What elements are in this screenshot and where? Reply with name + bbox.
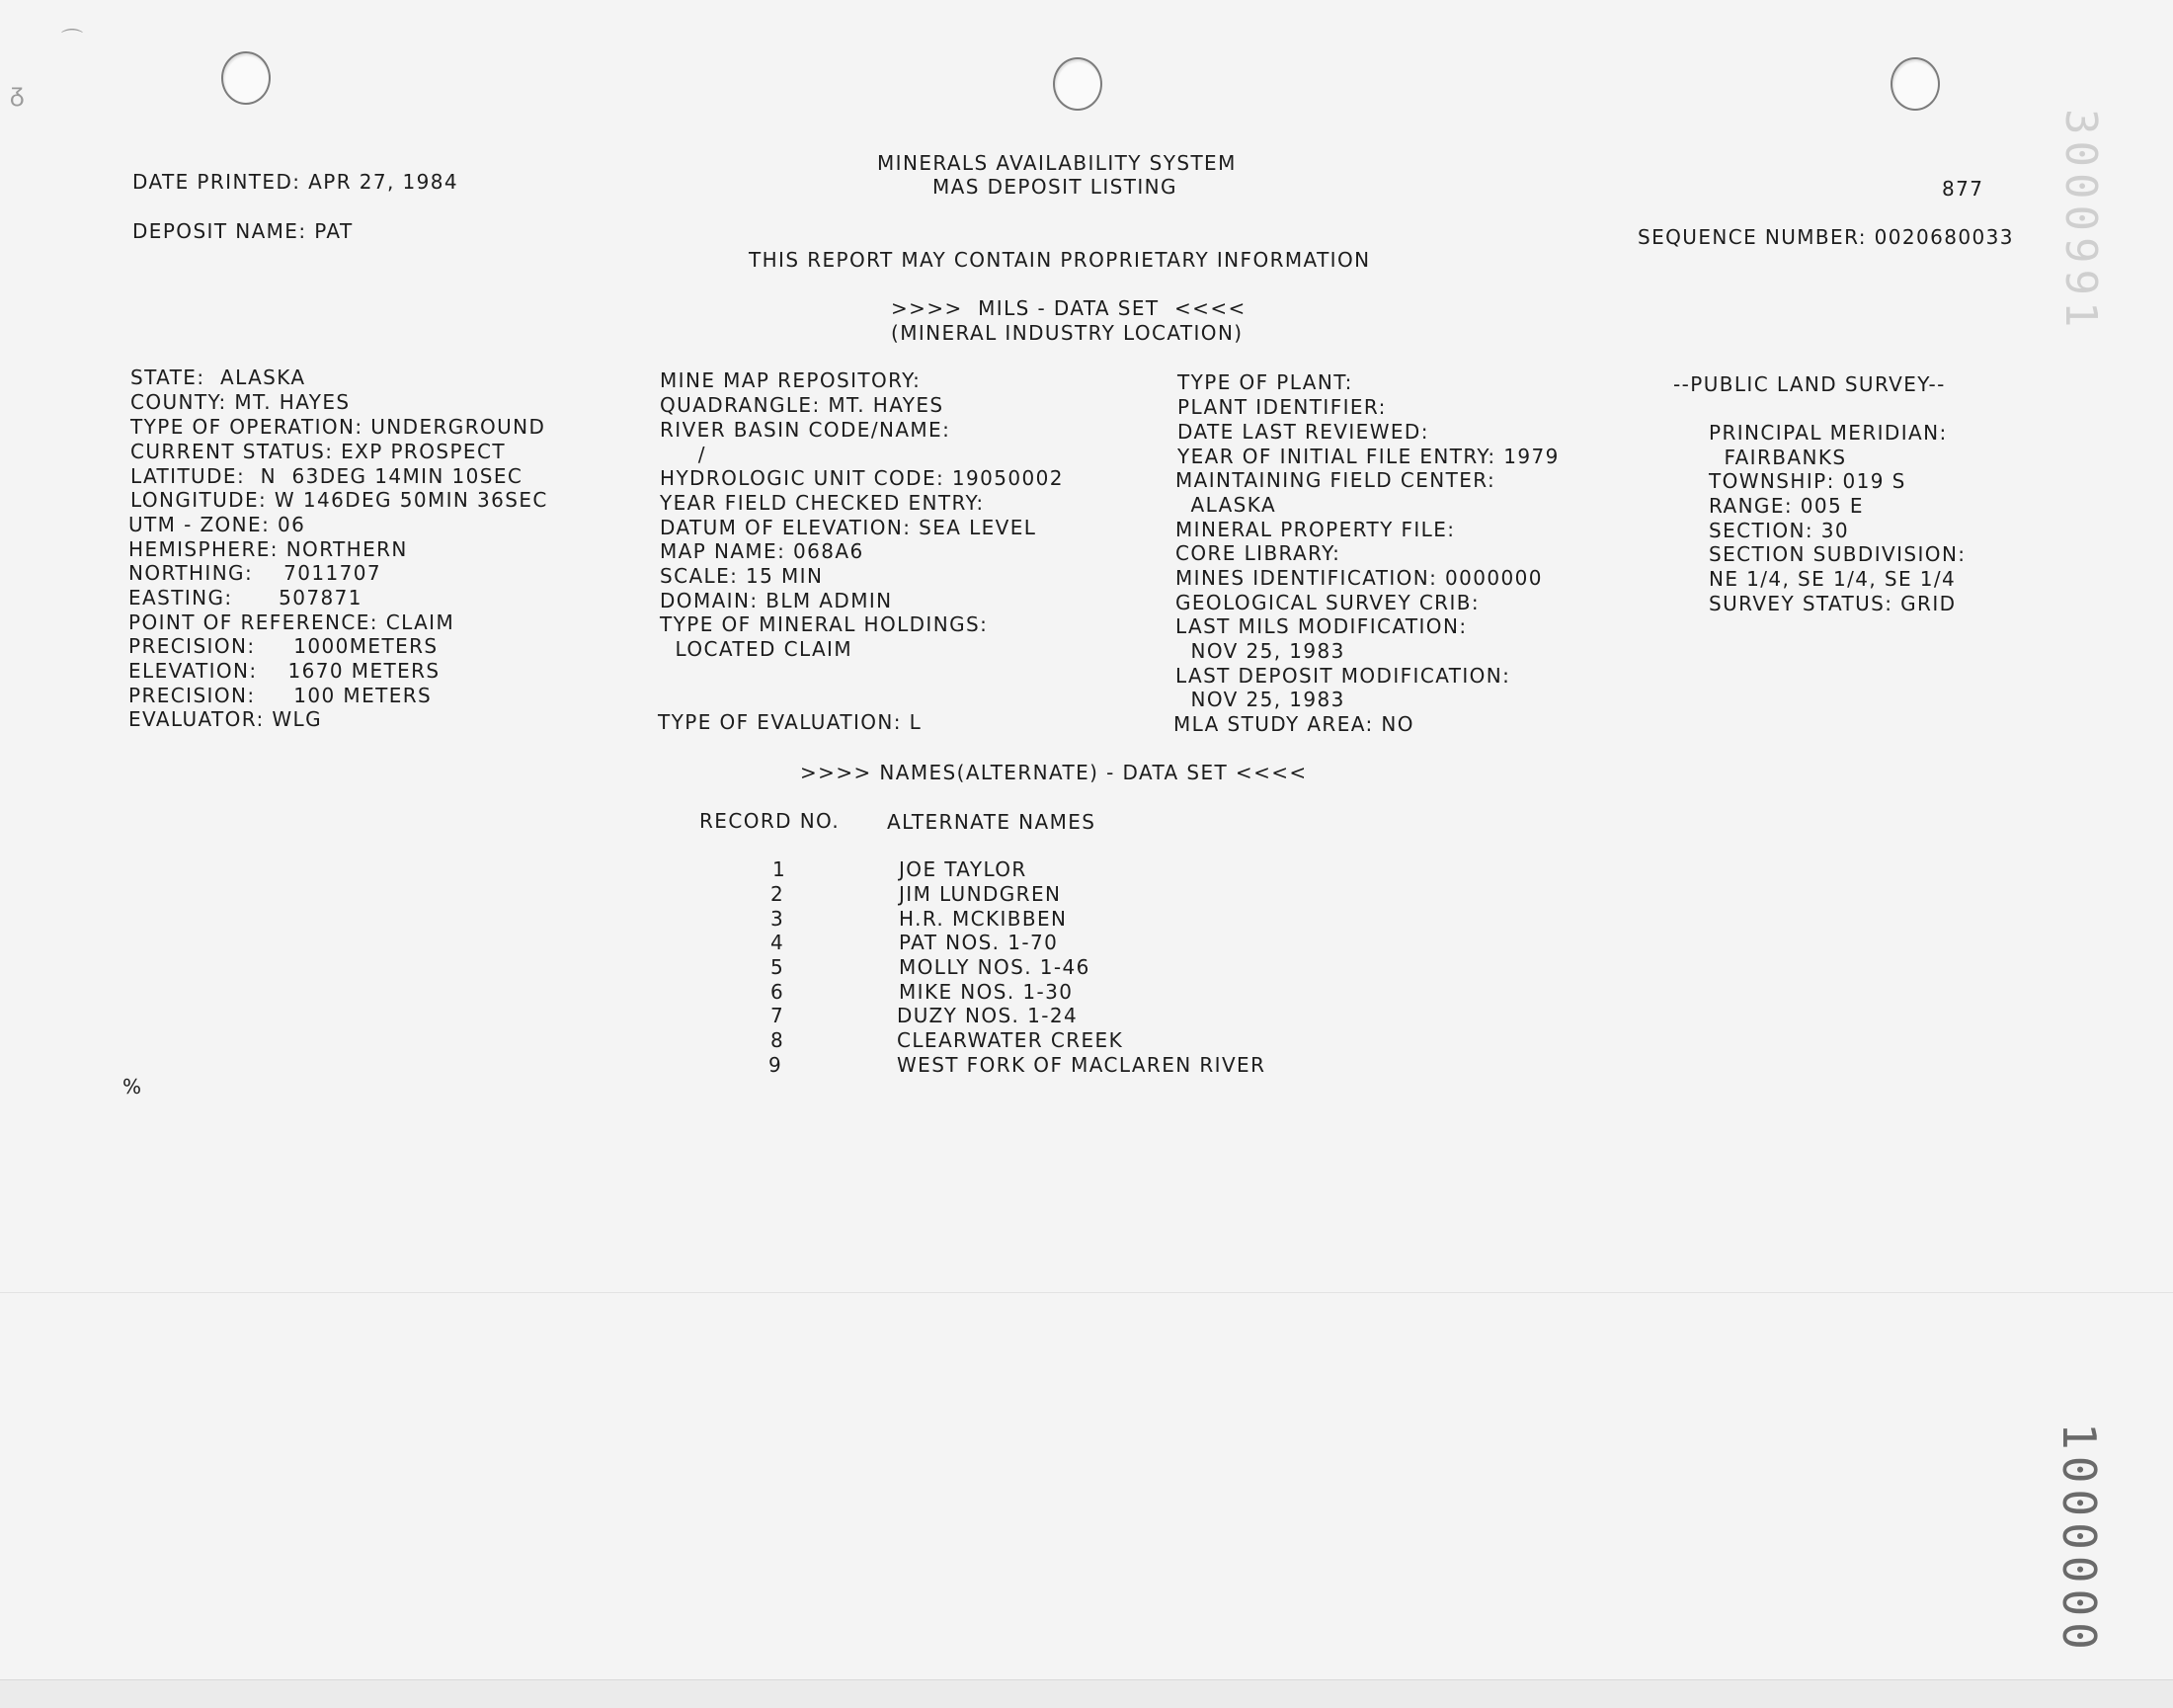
year-field-checked-field: YEAR FIELD CHECKED ENTRY:: [660, 491, 985, 515]
year-initial-file-entry-field: YEAR OF INITIAL FILE ENTRY: 1979: [1177, 445, 1560, 468]
mla-study-area-field: MLA STUDY AREA: NO: [1173, 712, 1414, 736]
alternate-names-header: ALTERNATE NAMES: [887, 810, 1096, 834]
hemisphere-field: HEMISPHERE: NORTHERN: [128, 537, 408, 561]
elevation-field: ELEVATION: 1670 METERS: [128, 659, 441, 683]
last-mils-modification-date: NOV 25, 1983: [1175, 639, 1345, 663]
river-basin-field: RIVER BASIN CODE/NAME:: [660, 418, 951, 442]
system-title: MINERALS AVAILABILITY SYSTEM: [877, 151, 1237, 175]
listing-title: MAS DEPOSIT LISTING: [932, 175, 1177, 199]
alternate-name: PAT NOS. 1-70: [899, 931, 1059, 954]
mils-section-subtitle: (MINERAL INDUSTRY LOCATION): [891, 321, 1244, 345]
record-number: 7: [770, 1004, 785, 1027]
names-section-title: >>>> NAMES(ALTERNATE) - DATA SET <<<<: [800, 761, 1308, 784]
proprietary-notice: THIS REPORT MAY CONTAIN PROPRIETARY INFORMATION: [749, 248, 1371, 272]
public-land-survey-title: --PUBLIC LAND SURVEY--: [1673, 372, 1946, 396]
record-number: 1: [772, 857, 787, 881]
section-field: SECTION: 30: [1709, 519, 1850, 542]
sequence-number: SEQUENCE NUMBER: 0020680033: [1638, 225, 2014, 249]
map-name-field: MAP NAME: 068A6: [660, 539, 864, 563]
northing-field: NORTHING: 7011707: [128, 561, 381, 585]
domain-field: DOMAIN: BLM ADMIN: [660, 589, 893, 612]
evaluator-field: EVALUATOR: WLG: [128, 707, 322, 731]
field-center-value: ALASKA: [1175, 493, 1277, 517]
record-number: 8: [770, 1028, 785, 1052]
deposit-name: DEPOSIT NAME: PAT: [132, 219, 354, 243]
point-of-reference-field: POINT OF REFERENCE: CLAIM: [128, 610, 455, 634]
type-of-plant-field: TYPE OF PLANT:: [1177, 370, 1353, 394]
current-status-field: CURRENT STATUS: EXP PROSPECT: [130, 440, 506, 463]
plant-identifier-field: PLANT IDENTIFIER:: [1177, 395, 1387, 419]
scale-field: SCALE: 15 MIN: [660, 564, 824, 588]
principal-meridian-field: PRINCIPAL MERIDIAN:: [1709, 421, 1948, 445]
mineral-property-file-field: MINERAL PROPERTY FILE:: [1175, 518, 1456, 541]
utm-zone-field: UTM - ZONE: 06: [128, 513, 306, 536]
type-of-evaluation-field: TYPE OF EVALUATION: L: [658, 710, 923, 734]
state-field: STATE: ALASKA: [130, 366, 306, 389]
alternate-name: JIM LUNDGREN: [899, 882, 1062, 906]
binder-hole-right: [1891, 57, 1940, 111]
section-subdivision-field: SECTION SUBDIVISION:: [1709, 542, 1967, 566]
last-deposit-modification-field: LAST DEPOSIT MODIFICATION:: [1175, 664, 1511, 688]
record-number: 4: [770, 931, 785, 954]
mils-section-title: >>>> MILS - DATA SET <<<<: [891, 296, 1247, 320]
fold-line: [0, 1292, 2173, 1293]
core-library-field: CORE LIBRARY:: [1175, 541, 1341, 565]
type-of-operation-field: TYPE OF OPERATION: UNDERGROUND: [130, 415, 546, 439]
geological-survey-crib-field: GEOLOGICAL SURVEY CRIB:: [1175, 591, 1481, 614]
corner-scratch: ⌒: [61, 29, 84, 53]
mine-map-repository-field: MINE MAP REPOSITORY:: [660, 368, 922, 392]
maintaining-field-center-field: MAINTAINING FIELD CENTER:: [1175, 468, 1496, 492]
page-bottom-edge: [0, 1679, 2173, 1708]
river-basin-value: /: [660, 443, 706, 466]
binder-hole-left: [221, 51, 271, 105]
alternate-name: MIKE NOS. 1-30: [899, 980, 1074, 1004]
principal-meridian-value: FAIRBANKS: [1709, 446, 1847, 469]
county-field: COUNTY: MT. HAYES: [130, 390, 351, 414]
record-number: 2: [770, 882, 785, 906]
alternate-name: CLEARWATER CREEK: [897, 1028, 1124, 1052]
alternate-name: JOE TAYLOR: [899, 857, 1027, 881]
precision-field: PRECISION: 1000METERS: [128, 634, 439, 658]
filing-stamp-top: 3000991: [2055, 109, 2106, 334]
mineral-holdings-value: LOCATED CLAIM: [660, 637, 852, 661]
filing-stamp-bottom: 1000000: [2052, 1423, 2106, 1656]
page-number: 877: [1942, 177, 1984, 201]
section-subdivision-value: NE 1/4, SE 1/4, SE 1/4: [1709, 567, 1957, 591]
record-number: 5: [770, 955, 785, 979]
corner-smudge: ᵹ: [10, 78, 25, 108]
record-no-header: RECORD NO.: [699, 809, 841, 833]
hydrologic-unit-code-field: HYDROLOGIC UNIT CODE: 19050002: [660, 466, 1064, 490]
date-last-reviewed-field: DATE LAST REVIEWED:: [1177, 420, 1429, 444]
datum-of-elevation-field: DATUM OF ELEVATION: SEA LEVEL: [660, 516, 1037, 539]
record-number: 6: [770, 980, 785, 1004]
end-of-record-mark: %: [122, 1075, 143, 1098]
alternate-name: DUZY NOS. 1-24: [897, 1004, 1079, 1027]
record-number: 3: [770, 907, 785, 931]
alternate-name: H.R. MCKIBBEN: [899, 907, 1068, 931]
range-field: RANGE: 005 E: [1709, 494, 1864, 518]
record-number: 9: [768, 1053, 783, 1077]
date-printed: DATE PRINTED: APR 27, 1984: [132, 170, 459, 194]
survey-status-field: SURVEY STATUS: GRID: [1709, 592, 1957, 615]
longitude-field: LONGITUDE: W 146DEG 50MIN 36SEC: [130, 488, 548, 512]
mines-identification-field: MINES IDENTIFICATION: 0000000: [1175, 566, 1543, 590]
last-mils-modification-field: LAST MILS MODIFICATION:: [1175, 614, 1468, 638]
township-field: TOWNSHIP: 019 S: [1709, 469, 1906, 493]
latitude-field: LATITUDE: N 63DEG 14MIN 10SEC: [130, 464, 523, 488]
alternate-name: WEST FORK OF MACLAREN RIVER: [897, 1053, 1266, 1077]
last-deposit-modification-date: NOV 25, 1983: [1175, 688, 1345, 711]
type-of-mineral-holdings-field: TYPE OF MINERAL HOLDINGS:: [660, 612, 989, 636]
binder-hole-center: [1053, 57, 1102, 111]
easting-field: EASTING: 507871: [128, 586, 362, 610]
quadrangle-field: QUADRANGLE: MT. HAYES: [660, 393, 944, 417]
elevation-precision-field: PRECISION: 100 METERS: [128, 684, 433, 707]
alternate-name: MOLLY NOS. 1-46: [899, 955, 1090, 979]
